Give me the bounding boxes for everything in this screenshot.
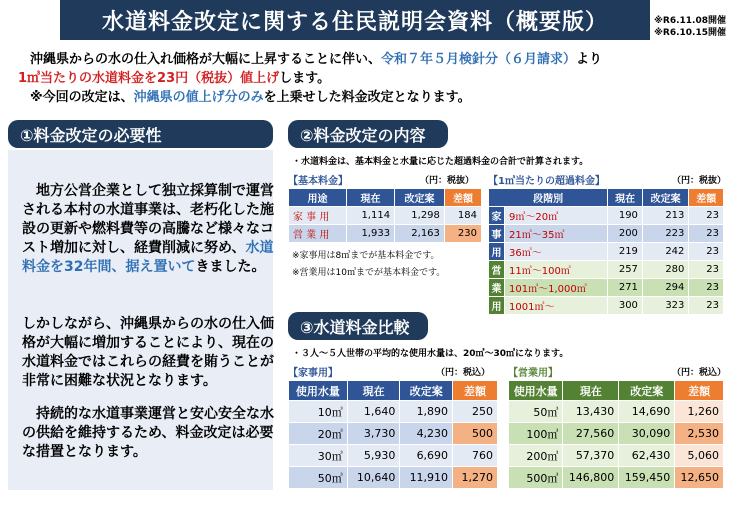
cell: 20㎥ xyxy=(289,423,348,445)
table-row xyxy=(289,467,498,489)
cell: 2,163 xyxy=(395,225,445,243)
table-row xyxy=(509,467,724,489)
cell: 23 xyxy=(689,261,724,279)
cell: 1,114 xyxy=(346,207,394,225)
home-compare-table xyxy=(288,380,498,489)
cell: 6,690 xyxy=(400,445,453,467)
row-group-label: 家 xyxy=(489,207,505,225)
table-row xyxy=(289,423,498,445)
table-row xyxy=(489,207,724,225)
cell: 10㎥ xyxy=(289,401,348,423)
para-text: 地方公営企業として独立採算制で運営される本村の水道事業は、老朽化した施設の更新や燃料費等の高騰など様々なコスト増加に対し、経費削減に努め、 xyxy=(22,183,274,256)
table-row xyxy=(489,225,724,243)
table-row xyxy=(289,401,498,423)
row-group-label: 用 xyxy=(489,243,505,261)
cell: 2,530 xyxy=(675,423,724,445)
cell: 200 xyxy=(608,225,643,243)
cell: 12,650 xyxy=(675,467,724,489)
cell: 219 xyxy=(608,243,643,261)
cell: 3,730 xyxy=(347,423,400,445)
cell: 300 xyxy=(608,297,643,315)
cell: 30,090 xyxy=(619,423,675,445)
basic-fee-table xyxy=(288,188,482,243)
col-header: 現在 xyxy=(347,381,400,401)
row-group-label: 用 xyxy=(489,297,505,315)
cell: 230 xyxy=(444,225,481,243)
cell: 10,640 xyxy=(347,467,400,489)
cell: 294 xyxy=(642,279,688,297)
cell: 200㎥ xyxy=(509,445,563,467)
cell: 146,800 xyxy=(563,467,619,489)
cell: 11㎥〜100㎥ xyxy=(505,261,608,279)
table-row xyxy=(289,445,498,467)
col-header: 現在 xyxy=(346,189,394,207)
cell: 760 xyxy=(453,445,498,467)
table-row xyxy=(489,261,724,279)
cell: 1,890 xyxy=(400,401,453,423)
cell: 23 xyxy=(689,297,724,315)
para-highlight: 水道料金を32年間、据え置いて xyxy=(22,240,274,275)
excess-fee-table xyxy=(488,188,724,315)
table-row xyxy=(489,297,724,315)
basic-note-biz: ※営業用は10㎥までが基本料金です。 xyxy=(292,268,446,278)
intro-line-3 xyxy=(30,86,471,105)
cell: 57,370 xyxy=(563,445,619,467)
col-header: 差額 xyxy=(444,189,481,207)
meeting-date-1: ※R6.11.08開催 xyxy=(654,16,726,26)
home-compare-caption: 【家事用】 xyxy=(288,368,338,379)
col-header: 改定案 xyxy=(619,381,675,401)
intro-effective-date: 令和７年５月検針分（６月請求） xyxy=(381,52,577,67)
intro-text: ※今回の改定は、 xyxy=(30,90,134,105)
row-group-label: 事 xyxy=(489,225,505,243)
section1-paragraph-1 xyxy=(22,182,277,277)
col-header: 使用水量 xyxy=(289,381,348,401)
intro-text: 沖縄県からの水の仕入れ価格が大幅に上昇することに伴い、 xyxy=(30,52,382,67)
cell: 213 xyxy=(642,207,688,225)
table-row xyxy=(489,243,724,261)
col-header: 差額 xyxy=(689,189,724,207)
cell: 100㎥ xyxy=(509,423,563,445)
col-header: 現在 xyxy=(608,189,643,207)
cell: 250 xyxy=(453,401,498,423)
section1-paragraph-2: しかしながら、沖縄県からの水の仕入価格が大幅に増加することにより、現在の水道料金ではこれらの経費を賄うことが非常に困難な状況となります。 xyxy=(22,316,274,389)
cell: 9㎥〜20㎥ xyxy=(505,207,608,225)
row-group-label: 業 xyxy=(489,279,505,297)
col-header: 差額 xyxy=(453,381,498,401)
cell: 280 xyxy=(642,261,688,279)
table-row xyxy=(289,207,482,225)
cell: 50㎥ xyxy=(509,401,563,423)
intro-text: より xyxy=(576,52,603,67)
intro-prefecture-only: 沖縄県の値上げ分のみ xyxy=(133,90,264,105)
basic-note-home: ※家事用は8㎥までが基本料金です。 xyxy=(292,251,440,261)
cell: 1,260 xyxy=(675,401,724,423)
basic-fee-unit: （円：税抜） xyxy=(420,176,475,186)
cell: 223 xyxy=(642,225,688,243)
section1-panel xyxy=(8,150,273,490)
intro-text: を上乗せした料金改定となります。 xyxy=(263,90,471,105)
table-row xyxy=(509,423,724,445)
cell: 36㎥〜 xyxy=(505,243,608,261)
cell: 営 業 用 xyxy=(289,225,347,243)
cell: 323 xyxy=(642,297,688,315)
table-row xyxy=(509,445,724,467)
table-row xyxy=(509,401,724,423)
cell: 184 xyxy=(444,207,481,225)
col-header: 使用水量 xyxy=(509,381,563,401)
biz-compare-caption: 【営業用】 xyxy=(508,368,558,379)
cell: 27,560 xyxy=(563,423,619,445)
section3-heading: ③水道料金比較 xyxy=(288,312,428,340)
section3-note: ・３人〜５人世帯の平均的な使用水量は、20㎥〜30㎥になります。 xyxy=(292,349,569,359)
intro-line-1 xyxy=(30,48,602,67)
col-header: 差額 xyxy=(675,381,724,401)
cell: 23 xyxy=(689,225,724,243)
cell: 50㎥ xyxy=(289,467,348,489)
cell: 1001㎥〜 xyxy=(505,297,608,315)
para-text: きました。 xyxy=(195,259,266,275)
cell: 1,640 xyxy=(347,401,400,423)
cell: 257 xyxy=(608,261,643,279)
col-header: 改定案 xyxy=(642,189,688,207)
home-compare-unit: （円：税込） xyxy=(436,368,491,378)
cell: 1,298 xyxy=(395,207,445,225)
basic-fee-caption: 【基本料金】 xyxy=(288,176,348,187)
cell: 271 xyxy=(608,279,643,297)
cell: 1,933 xyxy=(346,225,394,243)
cell: 4,230 xyxy=(400,423,453,445)
cell: 家 事 用 xyxy=(289,207,347,225)
biz-compare-table xyxy=(508,380,724,489)
excess-fee-caption: 【1㎥当たりの超過料金】 xyxy=(488,176,605,187)
cell: 21㎥〜35㎥ xyxy=(505,225,608,243)
page-title: 水道料金改定に関する住民説明会資料（概要版） xyxy=(60,0,650,40)
cell: 500㎥ xyxy=(509,467,563,489)
cell: 14,690 xyxy=(619,401,675,423)
section2-note: ・水道料金は、基本料金と水量に応じた超過料金の合計で計算されます。 xyxy=(292,157,589,167)
cell: 190 xyxy=(608,207,643,225)
meeting-date-2: ※R6.10.15開催 xyxy=(654,28,726,38)
cell: 11,910 xyxy=(400,467,453,489)
section2-heading: ②料金改定の内容 xyxy=(288,120,448,148)
section1-heading: ①料金改定の必要性 xyxy=(8,120,273,148)
intro-line-2 xyxy=(18,67,330,86)
table-row xyxy=(489,279,724,297)
cell: 1,270 xyxy=(453,467,498,489)
cell: 159,450 xyxy=(619,467,675,489)
cell: 23 xyxy=(689,207,724,225)
intro-text: します。 xyxy=(279,71,331,86)
row-group-label: 営 xyxy=(489,261,505,279)
biz-compare-unit: （円：税込） xyxy=(672,368,727,378)
col-header: 改定案 xyxy=(400,381,453,401)
cell: 30㎥ xyxy=(289,445,348,467)
cell: 500 xyxy=(453,423,498,445)
cell: 23 xyxy=(689,279,724,297)
cell: 23 xyxy=(689,243,724,261)
col-header: 改定案 xyxy=(395,189,445,207)
col-header: 現在 xyxy=(563,381,619,401)
table-row xyxy=(289,225,482,243)
cell: 5,930 xyxy=(347,445,400,467)
col-header: 用途 xyxy=(289,189,347,207)
excess-fee-unit: （円：税抜） xyxy=(672,176,727,186)
intro-price-increase: 1㎥当たりの水道料金を23円（税抜）値上げ xyxy=(18,71,280,86)
cell: 242 xyxy=(642,243,688,261)
cell: 101㎥〜1,000㎥ xyxy=(505,279,608,297)
section1-paragraph-3: 持続的な水道事業運営と安心安全な水の供給を維持するため、料金改定は必要な措置となります。 xyxy=(22,406,274,460)
cell: 13,430 xyxy=(563,401,619,423)
cell: 62,430 xyxy=(619,445,675,467)
cell: 5,060 xyxy=(675,445,724,467)
col-header: 段階別 xyxy=(489,189,608,207)
